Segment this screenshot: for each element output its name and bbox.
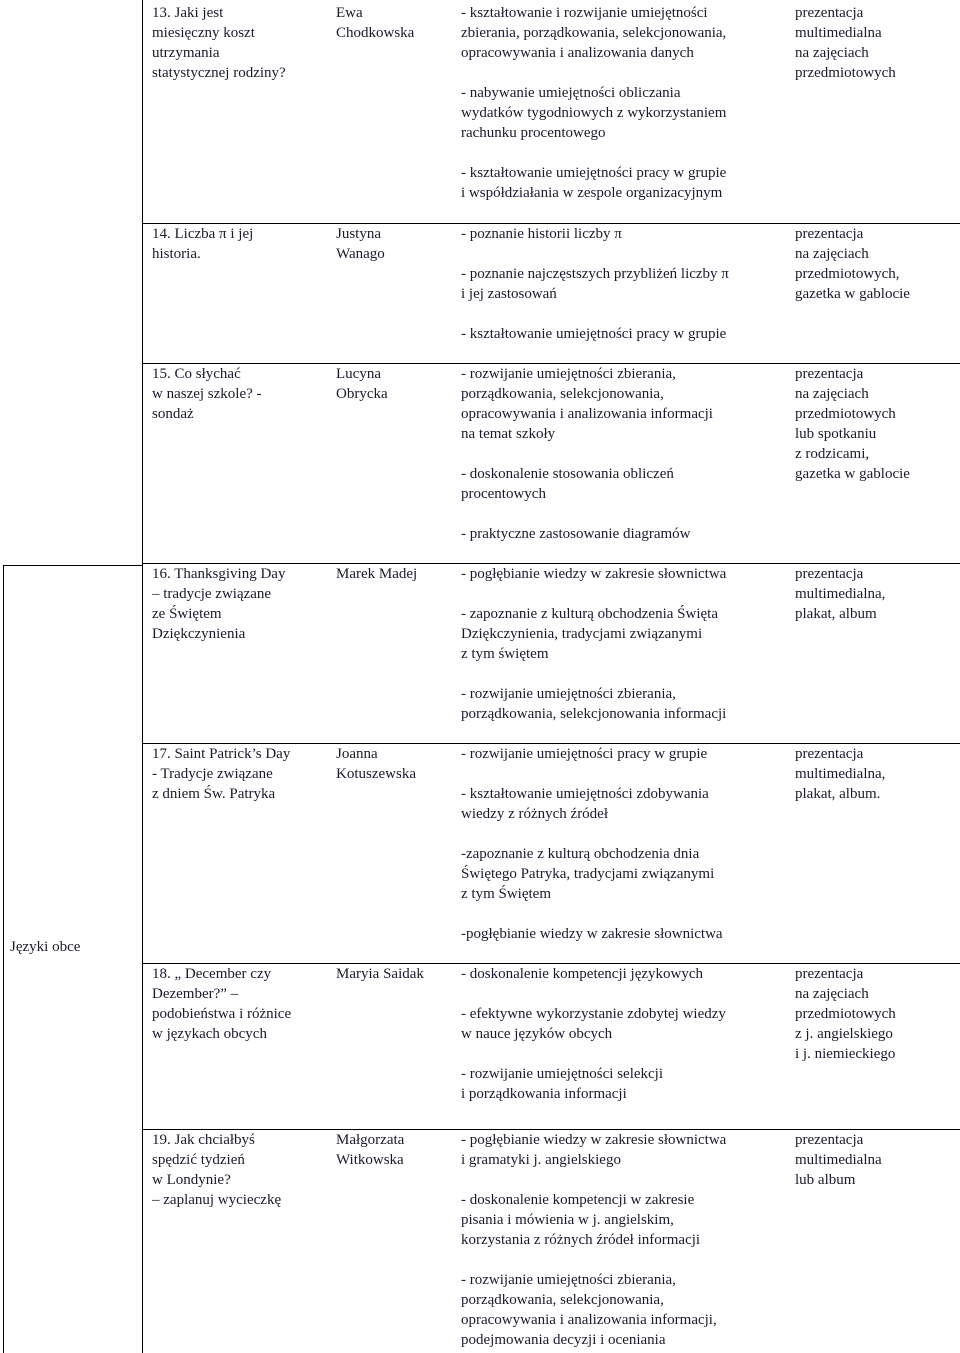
topic-line: Dezember?” – <box>152 986 239 1002</box>
presentation-line: przedmiotowych <box>795 65 896 81</box>
goal-line: -zapoznanie z kulturą obchodzenia dnia <box>461 846 700 862</box>
teacher-line: Wanago <box>336 246 385 262</box>
category-label: Języki obce <box>10 939 81 955</box>
presentation-line: prezentacja <box>795 1132 864 1148</box>
table-border-left-upper <box>142 0 143 565</box>
row-15-presentation-cell <box>795 364 910 484</box>
category-top-border <box>3 565 143 566</box>
goal-line: - rozwijanie umiejętności selekcji <box>461 1066 664 1082</box>
row-15-teacher-cell <box>336 364 388 404</box>
presentation-line: prezentacja <box>795 746 864 762</box>
goal-line: opracowywania i analizowania danych <box>461 45 694 61</box>
presentation-line: plakat, album. <box>795 786 881 802</box>
goal-line: porządkowania, selekcjonowania informacji <box>461 706 727 722</box>
goal-line: - poznanie historii liczby π <box>461 226 622 242</box>
row-17-presentation-cell <box>795 744 885 804</box>
teacher-line: Witkowska <box>336 1152 404 1168</box>
goal-line: i porządkowania informacji <box>461 1086 627 1102</box>
goal-line: - kształtowanie umiejętności zdobywania <box>461 786 709 802</box>
goal-line: - doskonalenie kompetencji w zakresie <box>461 1192 695 1208</box>
goal-line: - kształtowanie umiejętności pracy w grupie <box>461 326 727 342</box>
goal-line: wydatków tygodniowych z wykorzystaniem <box>461 105 727 121</box>
presentation-line: plakat, album <box>795 606 877 622</box>
topic-line: 14. Liczba π i jej <box>152 226 254 242</box>
goal-line: - rozwijanie umiejętności zbierania, <box>461 1272 676 1288</box>
topic-line: sondaż <box>152 406 194 422</box>
goal-line: - efektywne wykorzystanie zdobytej wiedzy <box>461 1006 726 1022</box>
presentation-line: i j. niemieckiego <box>795 1046 896 1062</box>
row-18-presentation-cell <box>795 964 896 1064</box>
teacher-line: Lucyna <box>336 366 381 382</box>
table-border-left-inner <box>142 565 143 1353</box>
topic-line: statystycznej rodziny? <box>152 65 286 81</box>
topic-line: 15. Co słychać <box>152 366 241 382</box>
presentation-line: lub spotkaniu <box>795 426 877 442</box>
teacher-line: Ewa <box>336 5 363 21</box>
presentation-line: gazetka w gablocie <box>795 466 910 482</box>
topic-line: Dziękczynienia <box>152 626 246 642</box>
topic-line: historia. <box>152 246 201 262</box>
presentation-line: prezentacja <box>795 5 864 21</box>
goal-line: - poznanie najczęstszych przybliżeń liczby π <box>461 266 729 282</box>
goal-line: - nabywanie umiejętności obliczania <box>461 85 681 101</box>
goal-line: Dziękczynienia, tradycjami związanymi <box>461 626 703 642</box>
presentation-line: multimedialna <box>795 25 882 41</box>
topic-line: 13. Jaki jest <box>152 5 224 21</box>
row-17-topic-cell <box>152 744 290 804</box>
teacher-line: Joanna <box>336 746 378 762</box>
topic-line: z dniem Św. Patryka <box>152 786 276 802</box>
goal-line: i jej zastosowań <box>461 286 557 302</box>
goal-line: - praktyczne zastosowanie diagramów <box>461 526 691 542</box>
presentation-line: multimedialna, <box>795 766 886 782</box>
goal-line: - rozwijanie umiejętności zbierania, <box>461 686 676 702</box>
goal-line: - doskonalenie stosowania obliczeń <box>461 466 674 482</box>
presentation-line: z rodzicami, <box>795 446 870 462</box>
topic-line: spędzić tydzień <box>152 1152 245 1168</box>
goal-line: -pogłębianie wiedzy w zakresie słownictwa <box>461 926 723 942</box>
presentation-line: prezentacja <box>795 566 864 582</box>
presentation-line: na zajęciach <box>795 386 869 402</box>
goal-line: i współdziałania w zespole organizacyjnym <box>461 185 723 201</box>
goal-line: rachunku procentowego <box>461 125 606 141</box>
goal-line: zbierania, porządkowania, selekcjonowania, <box>461 25 727 41</box>
row-19-teacher-cell <box>336 1130 404 1170</box>
topic-line: podobieństwa i różnice <box>152 1006 292 1022</box>
goal-line: na temat szkoły <box>461 426 556 442</box>
presentation-line: przedmiotowych <box>795 1006 896 1022</box>
row-13-teacher-cell <box>336 3 414 43</box>
row-19-topic-cell <box>152 1130 281 1210</box>
row-17-teacher-cell <box>336 744 416 784</box>
topic-line: utrzymania <box>152 45 220 61</box>
row-15-topic-cell <box>152 364 262 424</box>
topic-line: w Londynie? <box>152 1172 231 1188</box>
goal-line: - kształtowanie i rozwijanie umiejętności <box>461 5 708 21</box>
goal-line: procentowych <box>461 486 546 502</box>
row-19-goals-cell <box>461 1130 726 1350</box>
row-13-topic-cell <box>152 3 286 83</box>
topic-line: w naszej szkole? - <box>152 386 262 402</box>
teacher-line: Obrycka <box>336 386 388 402</box>
goal-line: i gramatyki j. angielskiego <box>461 1152 621 1168</box>
topic-line: 19. Jak chciałbyś <box>152 1132 255 1148</box>
teacher-line: Justyna <box>336 226 381 242</box>
row-14-topic-cell <box>152 224 253 264</box>
goal-line: opracowywania i analizowania informacji <box>461 406 713 422</box>
goal-line: wiedzy z różnych źródeł <box>461 806 609 822</box>
goal-line: podejmowania decyzji i oceniania <box>461 1332 666 1348</box>
teacher-line: Chodkowska <box>336 25 415 41</box>
topic-line: 17. Saint Patrick’s Day <box>152 746 291 762</box>
goal-line: w nauce języków obcych <box>461 1026 613 1042</box>
goal-line: - rozwijanie umiejętności pracy w grupie <box>461 746 708 762</box>
row-18-teacher-cell <box>336 964 424 984</box>
presentation-line: prezentacja <box>795 966 864 982</box>
presentation-line: z j. angielskiego <box>795 1026 893 1042</box>
row-15-goals-cell <box>461 364 713 544</box>
topic-line: 16. Thanksgiving Day <box>152 566 286 582</box>
goal-line: z tym Świętem <box>461 886 551 902</box>
row-18-goals-cell <box>461 964 726 1104</box>
teacher-line: Maryia Saidak <box>336 966 424 982</box>
goal-line: korzystania z różnych źródeł informacji <box>461 1232 701 1248</box>
teacher-line: Kotuszewska <box>336 766 416 782</box>
row-13-presentation-cell <box>795 3 896 83</box>
goal-line: Świętego Patryka, tradycjami związanymi <box>461 866 715 882</box>
topic-line: – tradycje związane <box>152 586 272 602</box>
presentation-line: gazetka w gablocie <box>795 286 910 302</box>
presentation-line: na zajęciach <box>795 45 869 61</box>
row-16-topic-cell <box>152 564 285 644</box>
row-17-goals-cell <box>461 744 723 944</box>
presentation-line: przedmiotowych <box>795 406 896 422</box>
row-16-goals-cell <box>461 564 726 724</box>
goal-line: - zapoznanie z kulturą obchodzenia Święta <box>461 606 718 622</box>
topic-line: - Tradycje związane <box>152 766 273 782</box>
teacher-line: Małgorzata <box>336 1132 405 1148</box>
row-14-goals-cell <box>461 224 729 344</box>
row-14-teacher-cell <box>336 224 385 264</box>
goal-line: porządkowania, selekcjonowania, <box>461 1292 664 1308</box>
teacher-line: Marek Madej <box>336 566 418 582</box>
goal-line: - rozwijanie umiejętności zbierania, <box>461 366 676 382</box>
topic-line: miesięczny koszt <box>152 25 255 41</box>
goal-line: - pogłębianie wiedzy w zakresie słownictwa <box>461 1132 727 1148</box>
row-16-teacher-cell <box>336 564 417 584</box>
presentation-line: prezentacja <box>795 366 864 382</box>
goal-line: porządkowania, selekcjonowania, <box>461 386 664 402</box>
presentation-line: przedmiotowych, <box>795 266 900 282</box>
goal-line: - kształtowanie umiejętności pracy w grupie <box>461 165 727 181</box>
topic-line: w językach obcych <box>152 1026 267 1042</box>
table-border-left-outer <box>3 565 4 1353</box>
goal-line: pisania i mówienia w j. angielskim, <box>461 1212 674 1228</box>
row-13-goals-cell <box>461 3 726 203</box>
presentation-line: lub album <box>795 1172 856 1188</box>
presentation-line: prezentacja <box>795 226 864 242</box>
topic-line: – zaplanuj wycieczkę <box>152 1192 282 1208</box>
row-19-presentation-cell <box>795 1130 882 1190</box>
presentation-line: na zajęciach <box>795 986 869 1002</box>
topic-line: 18. „ December czy <box>152 966 272 982</box>
goal-line: - pogłębianie wiedzy w zakresie słownictwa <box>461 566 727 582</box>
topic-line: ze Świętem <box>152 606 222 622</box>
goal-line: z tym świętem <box>461 646 549 662</box>
row-16-presentation-cell <box>795 564 885 624</box>
row-18-topic-cell <box>152 964 291 1044</box>
goal-line: - doskonalenie kompetencji językowych <box>461 966 704 982</box>
goal-line: opracowywania i analizowania informacji, <box>461 1312 717 1328</box>
presentation-line: multimedialna <box>795 1152 882 1168</box>
presentation-line: multimedialna, <box>795 586 886 602</box>
row-14-presentation-cell <box>795 224 910 304</box>
presentation-line: na zajęciach <box>795 246 869 262</box>
